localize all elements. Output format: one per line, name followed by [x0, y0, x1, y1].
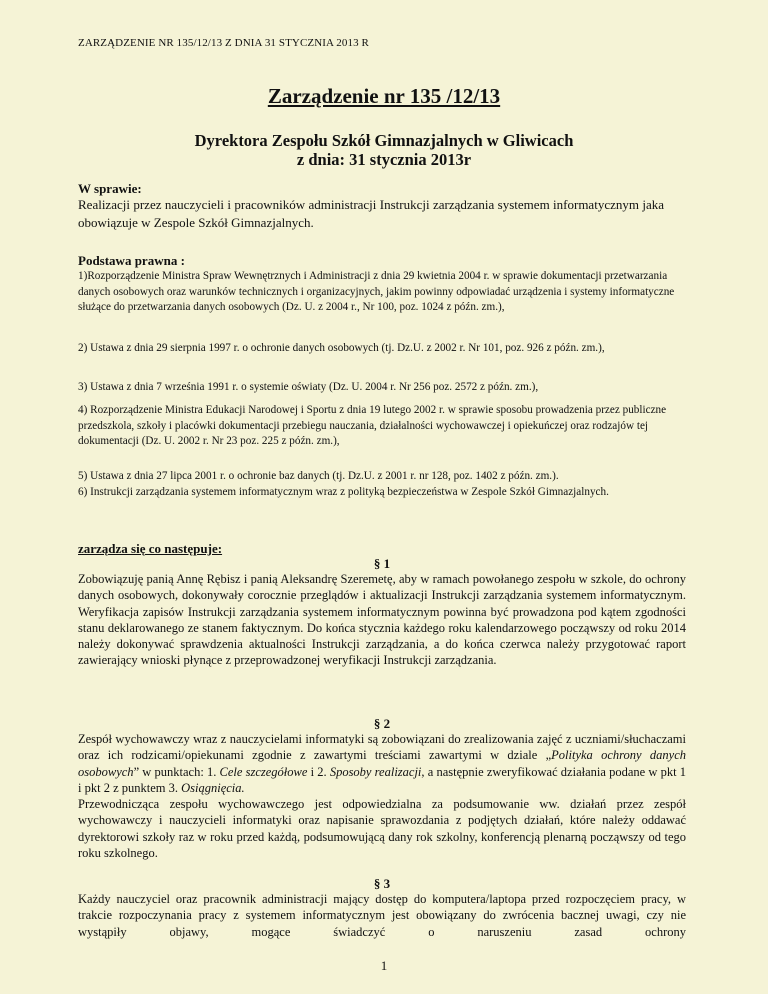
section-1-text: Zobowiązuję panią Annę Rębisz i panią Aleksandrę Szeremetę, aby w ramach powołanego zespołu w szkole, do ochrony danych osobowych, dokonywały corocznie przeglądów i aktualizacji Instrukcji zarządzania systemem informatycznym. Weryfikacja zapisów Instrukcji zarządzania systemem informatycznym powinna być prowadzona pod kątem zgodności stanu deklarowanego ze stanem faktycznym. Do końca stycznia każdego roku kalendarzowego począwszy od roku 2014 należy dokonywać sprawdzenia aktualności Instrukcji zarządzania, a do końca czerwca należy przygotować raport zawierający wnioski płynące z przeprowadzonej weryfikacji Instrukcji zarządzania.: [78, 572, 686, 668]
subtitle-date: z dnia: 31 stycznia 2013r: [296, 150, 472, 169]
section-2-text: Zespół wychowawczy wraz z nauczycielami informatyki są zobowiązani do zrealizowania zajęć z uczniami/słuchaczami oraz ich rodzicami/opiekunami zgodnie z zawartymi treściami zawartymi w dziale „Polityka ochrony danych osobowych” w punktach: 1. Cele szczegółowe i 2. Sposoby realizacji, a następnie zweryfikować działania podane w pkt 1 i pkt 2 z punktem 3. Osiągnięcia. Przewodnicząca zespołu wychowawczego jest odpowiedzialna za podsumowanie ww. działań przez zespół wychowawczy i nauczycieli informatyki oraz napisanie sprawozdania z podjętych działań, które należy oddawać dyrektorowi szkoły raz w roku przed każdą, podsumowującą dany rok szkolny, konferencją plenarną począwszy od tego roku szkolnego.: [78, 732, 686, 861]
document-subtitle: [0, 131, 768, 169]
w-sprawie-heading: W sprawie:: [78, 181, 142, 196]
legal-basis-item-3: 3) Ustawa z dnia 7 września 1991 r. o systemie oświaty (Dz. U. 2004 r. Nr 256 poz. 2572 z późn. zm.),: [78, 381, 539, 393]
page-number: 1: [380, 958, 388, 973]
legal-basis-item-2: 2) Ustawa z dnia 29 sierpnia 1997 r. o ochronie danych osobowych (tj. Dz.U. z 2002 r. Nr 101, poz. 926 z późn. zm.),: [78, 342, 605, 354]
podstawa-prawna-heading: Podstawa prawna :: [78, 253, 185, 268]
legal-basis-item-6: 6) Instrukcji zarządzania systemem informatycznym wraz z polityką bezpieczeństwa w Zespole Szkół Gimnazjalnych.: [78, 485, 609, 498]
legal-basis-item-1: 1)Rozporządzenie Ministra Spraw Wewnętrznych i Administracji z dnia 29 kwietnia 2004 r. w sprawie dokumentacji przetwarzania danych osobowych oraz warunków technicznych i organizacyjnych, jakim powinny odpowiadać urządzenia i systemy informatyczne służące do przetwarzania danych osobowych (Dz. U. z 2004 r., Nr 100, poz. 1024 z późn. zm.),: [78, 270, 675, 313]
legal-basis-item-5: 5) Ustawa z dnia 27 lipca 2001 r. o ochronie baz danych (tj. Dz.U. z 2001 r. nr 128, poz. 1402 z późn. zm.).: [78, 470, 559, 482]
section-3-mark: § 3: [373, 876, 391, 891]
running-header: ZARZĄDZENIE NR 135/12/13 Z DNIA 31 STYCZNIA 2013 R: [78, 37, 369, 49]
w-sprawie-text: Realizacji przez nauczycieli i pracowników administracji Instrukcji zarządzania systemem informatycznym jaka obowiązuje w Zespole Szkół Gimnazjalnych.: [78, 197, 664, 230]
document-title: Zarządzenie nr 135 /12/13: [267, 84, 501, 108]
subtitle-issuer: Dyrektora Zespołu Szkół Gimnazjalnych w Gliwicach: [194, 131, 574, 150]
zarzadza-heading: zarządza się co następuje:: [78, 541, 223, 556]
legal-basis-item-4: 4) Rozporządzenie Ministra Edukacji Narodowej i Sportu z dnia 19 lutego 2002 r. w sprawie sposobu prowadzenia przez publiczne przedszkola, szkoły i placówki dokumentacji przebiegu nauczania, działalności wychowawczej i opiekuńczej oraz rodzajów tej dokumentacji (Dz. U. 2002 r. Nr 23 poz. 225 z późn. zm.),: [78, 404, 667, 447]
section-2-mark: § 2: [373, 716, 391, 731]
section-3-text: Każdy nauczyciel oraz pracownik administracji mający dostęp do komputera/laptopa przed rozpoczęciem pracy, w trakcie rozpoczynania pracy z systemem informatycznym jest obowiązany do zwrócenia bacznej uwagi, czy nie wystąpiły objawy, mogące świadczyć o naruszeniu zasad ochrony: [78, 892, 686, 939]
section-1-mark: § 1: [373, 556, 391, 571]
legal-basis-items-5-6: [78, 469, 682, 500]
